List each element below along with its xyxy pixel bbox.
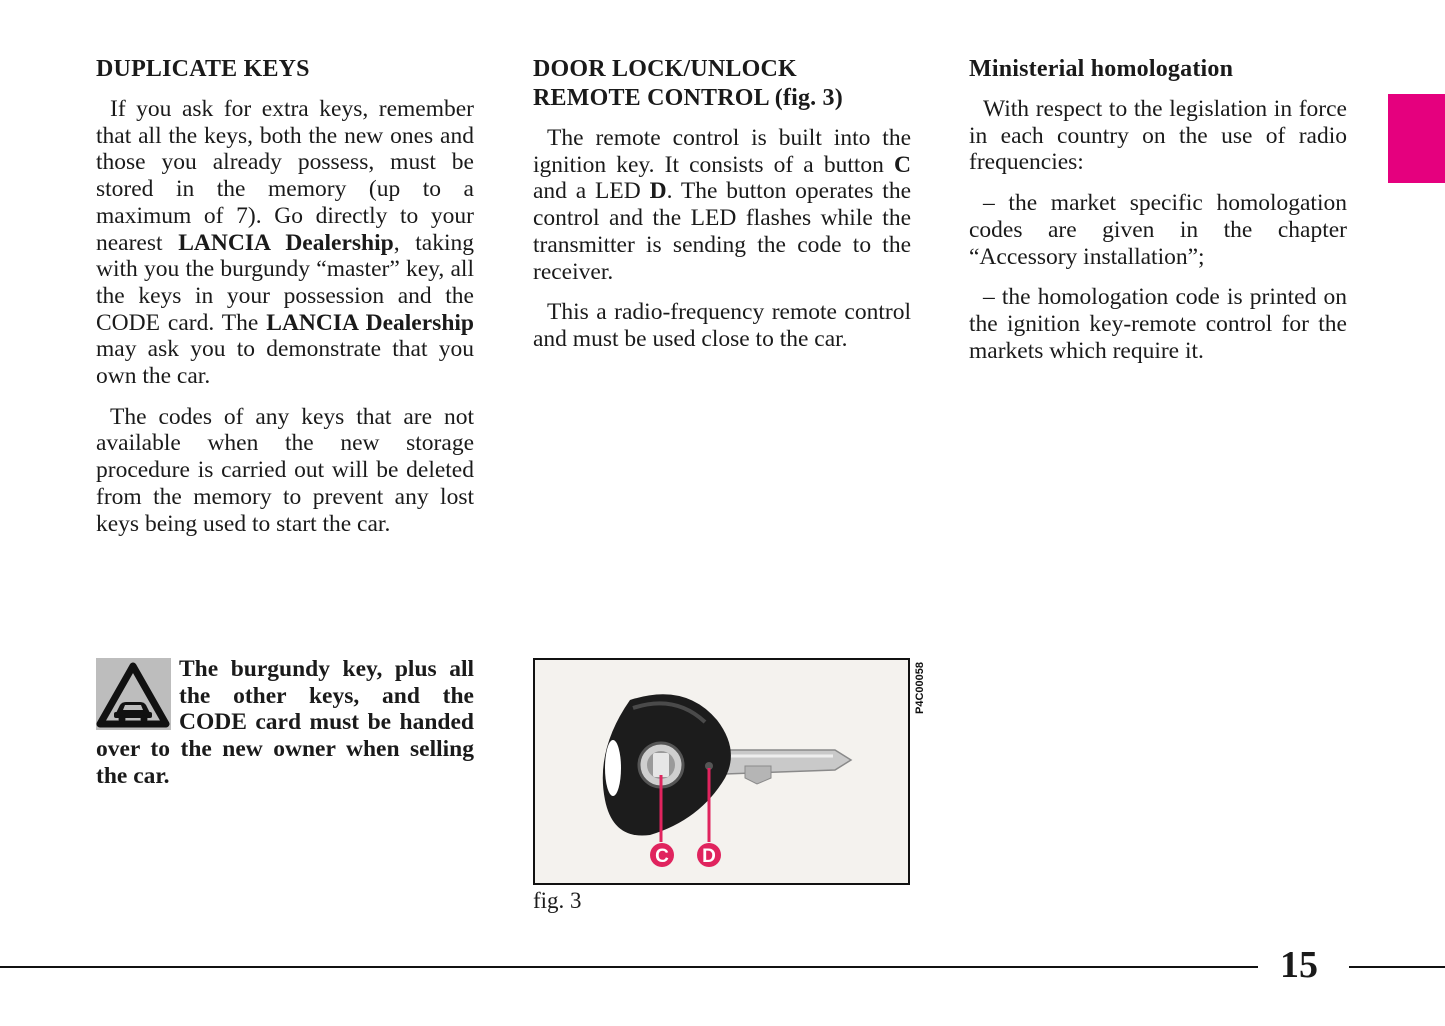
paragraph-remote-2: This a radio-frequency remote control and must be used close to the car. (533, 299, 911, 352)
column-remote-control (533, 55, 911, 367)
warning-triangle-car-icon (96, 658, 171, 730)
paragraph-homologation-2: – the market specific homologation codes are given in the chapter “Accessory installation”; (969, 190, 1347, 270)
section-tab (1388, 94, 1445, 183)
column-homologation (969, 55, 1347, 378)
column-duplicate-keys (96, 55, 474, 551)
figure-key-image (533, 658, 910, 885)
footer-rule-left (0, 966, 1258, 968)
figure-code (906, 658, 932, 718)
paragraph-duplicate-1: If you ask for extra keys, remember that all the keys, both the new ones and those you already possess, must be stored in the memory (up to a maximum of 7). Go directly to your nearest LANCIA Dealership, taking with you the burgundy “master” key, all the keys in your possession and the CODE card. The LANCIA Dealership may ask you to demonstrate that you own the car. (96, 96, 474, 390)
figure-code-text: P4C00058 (914, 662, 926, 714)
key-blade (725, 750, 851, 784)
callout-label-d: D (702, 846, 716, 867)
heading-duplicate-keys: DUPLICATE KEYS (96, 56, 310, 82)
warning-text: The burgundy key, plus all the other keys, and the CODE card must be handed over to the new owner when selling the car. (96, 656, 474, 789)
heading-remote-control: DOOR LOCK/UNLOCK REMOTE CONTROL (fig. 3) (533, 56, 843, 111)
heading-homologation: Ministerial homologation (969, 56, 1234, 82)
paragraph-homologation-1: With respect to the legislation in force in each country on the use of radio frequencies: (969, 96, 1347, 176)
page-number: 15 (1280, 944, 1318, 986)
callout-label-c: C (655, 846, 669, 867)
paragraph-duplicate-2: The codes of any keys that are not available when the new storage procedure is carried out will be deleted from the memory to prevent any lost keys being used to start the car. (96, 403, 474, 537)
paragraph-homologation-3: – the homologation code is printed on the ignition key-remote control for the markets which require it. (969, 284, 1347, 364)
warning-note (96, 656, 474, 790)
figure-caption: fig. 3 (533, 888, 582, 913)
paragraph-remote-1: The remote control is built into the ignition key. It consists of a button C and a LED D. The button operates the control and the LED flashes while the transmitter is sending the code to the receiver. (533, 125, 912, 285)
footer-rule-right (1349, 966, 1445, 968)
